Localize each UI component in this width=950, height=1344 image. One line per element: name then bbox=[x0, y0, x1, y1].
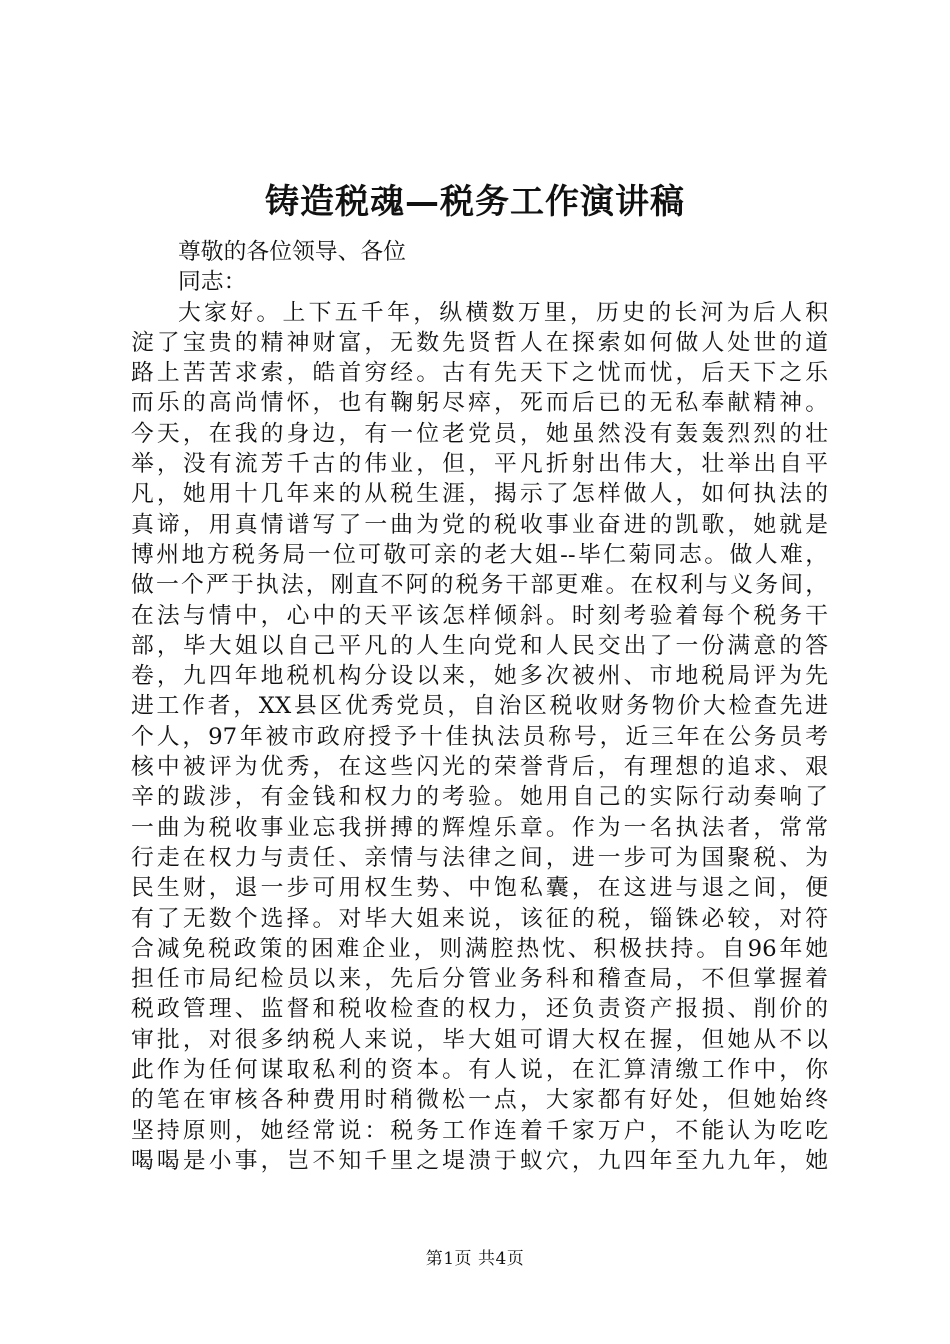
salutation-line: 尊敬的各位领导、各位 bbox=[178, 239, 406, 265]
body-line: 审批，对很多纳税人来说，毕大姐可谓大权在握，但她从不以 bbox=[131, 1026, 828, 1053]
document-title: 铸造税魂—税务工作演讲稿 bbox=[265, 182, 685, 222]
body-line: 个人，97年被市政府授予十佳执法员称号，近三年在公务员考 bbox=[131, 723, 828, 750]
body-line: 而乐的高尚情怀，也有鞠躬尽瘁，死而后已的无私奉献精神。 bbox=[131, 390, 828, 417]
body-line: 凡，她用十几年来的从税生涯，揭示了怎样做人，如何执法的 bbox=[131, 481, 828, 508]
body-line: 在法与情中，心中的天平该怎样倾斜。时刻考验着每个税务干 bbox=[131, 602, 828, 629]
body-line: 坚持原则，她经常说：税务工作连着千家万户，不能认为吃吃 bbox=[131, 1117, 828, 1144]
body-line: 卷，九四年地税机构分设以来，她多次被州、市地税局评为先 bbox=[131, 663, 828, 690]
document-body bbox=[131, 237, 828, 1176]
body-line: 辛的跋涉，有金钱和权力的考验。她用自己的实际行动奏响了 bbox=[131, 784, 828, 811]
body-line: 担任市局纪检员以来，先后分管业务科和稽查局，不但掌握着 bbox=[131, 966, 828, 993]
salutation-line: 同志： bbox=[178, 269, 247, 296]
body-line: 一曲为税收事业忘我拼搏的辉煌乐章。作为一名执法者，常常 bbox=[131, 814, 828, 841]
body-line: 淀了宝贵的精神财富，无数先贤哲人在探索如何做人处世的道 bbox=[131, 329, 828, 356]
body-line: 真谛，用真情谱写了一曲为党的税收事业奋进的凯歌，她就是 bbox=[131, 511, 828, 538]
body-line: 今天，在我的身边，有一位老党员，她虽然没有轰轰烈烈的壮 bbox=[131, 420, 828, 447]
body-line: 的笔在审核各种费用时稍微松一点，大家都有好处，但她始终 bbox=[131, 1087, 828, 1114]
body-line: 有了无数个选择。对毕大姐来说，该征的税，锱铢必较，对符 bbox=[131, 905, 828, 932]
body-line: 税政管理、监督和税收检查的权力，还负责资产报损、削价的 bbox=[131, 996, 828, 1023]
body-line: 举，没有流芳千古的伟业，但，平凡折射出伟大，壮举出自平 bbox=[131, 451, 828, 478]
body-line: 博州地方税务局一位可敬可亲的老大姐--毕仁菊同志。做人难， bbox=[131, 541, 828, 568]
body-line: 此作为任何谋取私利的资本。有人说，在汇算清缴工作中，你 bbox=[131, 1057, 828, 1084]
body-line: 部，毕大姐以自己平凡的人生向党和人民交出了一份满意的答 bbox=[131, 632, 828, 659]
body-line: 合减免税政策的困难企业，则满腔热忱、积极扶持。自96年她 bbox=[131, 935, 828, 962]
body-line: 做一个严于执法，刚直不阿的税务干部更难。在权利与义务间， bbox=[131, 572, 828, 599]
body-line: 路上苦苦求索，皓首穷经。古有先天下之忧而忧，后天下之乐 bbox=[131, 360, 828, 387]
body-line: 行走在权力与责任、亲情与法律之间，进一步可为国聚税、为 bbox=[131, 844, 828, 871]
body-line: 进工作者，XX县区优秀党员，自治区税收财务物价大检查先进 bbox=[131, 693, 828, 720]
page-number-footer: 第1页 共4页 bbox=[425, 1249, 525, 1269]
body-line: 民生财，退一步可用权生势、中饱私囊，在这进与退之间，便 bbox=[131, 875, 828, 902]
body-line: 喝喝是小事，岂不知千里之堤溃于蚁穴，九四年至九九年，她 bbox=[131, 1147, 828, 1174]
body-line: 大家好。上下五千年，纵横数万里，历史的长河为后人积 bbox=[178, 299, 828, 326]
body-line: 核中被评为优秀，在这些闪光的荣誉背后，有理想的追求、艰 bbox=[131, 754, 828, 781]
